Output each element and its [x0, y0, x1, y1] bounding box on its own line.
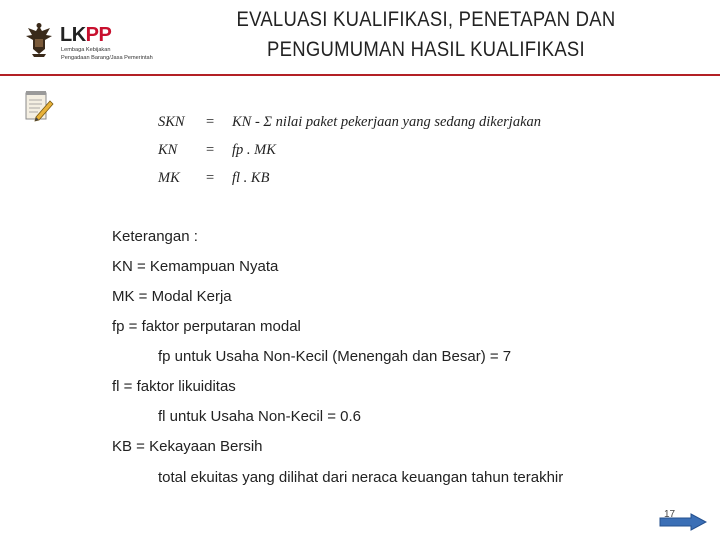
formula-expression: fl . KB — [232, 170, 270, 186]
keterangan-heading: Keterangan : — [112, 228, 198, 245]
lkpp-logo — [22, 20, 192, 68]
keterangan-mk: MK = Modal Kerja — [112, 288, 232, 305]
slide-header — [0, 0, 720, 74]
notepad-pencil-icon — [24, 90, 54, 124]
formula-expression: KN - Σ nilai paket pekerjaan yang sedang dikerjakan — [232, 114, 542, 130]
formula-variable: SKN — [158, 114, 185, 130]
formula-equals: = — [206, 114, 215, 130]
logo-subtitle-line1: Lembaga Kebijakan — [61, 47, 111, 53]
keterangan-fl-value: fl untuk Usaha Non-Kecil = 0.6 — [158, 408, 362, 425]
formula-variable: KN — [158, 142, 178, 158]
keterangan-kb: KB = Kekayaan Bersih — [112, 438, 263, 455]
page-number: 17 — [664, 509, 676, 520]
slide-title-line1: EVALUASI KUALIFIKASI, PENETAPAN DAN — [236, 7, 616, 31]
garuda-emblem-icon — [24, 22, 54, 58]
slide-title-line2: PENGUMUMAN HASIL KUALIFIKASI — [267, 37, 585, 61]
keterangan-fp: fp = faktor perputaran modal — [112, 318, 301, 335]
header-divider — [0, 74, 720, 76]
formula-equals: = — [206, 170, 215, 186]
keterangan-kb-note: total ekuitas yang dilihat dari neraca keuangan tahun terakhir — [158, 469, 564, 486]
formula-equals: = — [206, 142, 215, 158]
keterangan-kn: KN = Kemampuan Nyata — [112, 258, 279, 275]
logo-subtitle-line2: Pengadaan Barang/Jasa Pemerintah — [61, 55, 153, 61]
formula-expression: fp . MK — [232, 142, 276, 158]
formula-variable: MK — [158, 170, 180, 186]
keterangan-fp-value: fp untuk Usaha Non-Kecil (Menengah dan Besar) = 7 — [158, 348, 512, 365]
keterangan-fl: fl = faktor likuiditas — [112, 378, 236, 395]
next-slide-button[interactable] — [659, 513, 707, 531]
logo-wordmark: LKPP — [60, 24, 112, 46]
